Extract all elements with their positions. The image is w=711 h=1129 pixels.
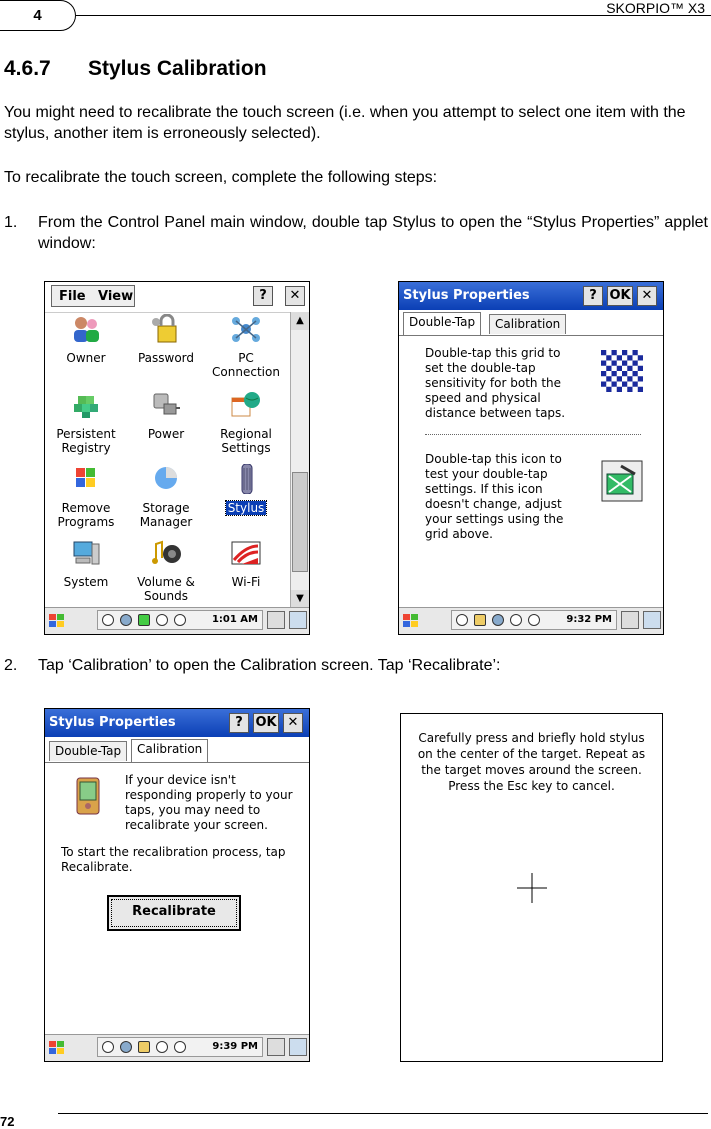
step-text: From the Control Panel main window, double tap Stylus to open the “Stylus Properties” applet window:: [38, 214, 708, 252]
calibration-info: If your device isn't responding properly to your taps, you may need to recalibrate your screen.: [125, 773, 293, 832]
windows-icon[interactable]: [289, 1038, 307, 1056]
tray-icon[interactable]: [120, 1041, 132, 1053]
test-instructions: Double-tap this icon to test your double-tap settings. If this icon doesn't change, adjust your settings using the grid above.: [425, 452, 564, 541]
page-number: 72: [0, 1114, 15, 1129]
grid-instructions: Double-tap this grid to set the double-tap sensitivity for both the speed and physical distance between taps.: [425, 346, 566, 420]
storage-icon: [150, 464, 182, 494]
tab-calibration[interactable]: Calibration: [489, 314, 566, 334]
tray-icon[interactable]: [120, 614, 132, 626]
title-bar: [45, 709, 309, 737]
cp-item-label: Remove Programs: [57, 501, 115, 529]
footer-rule: [58, 1113, 708, 1114]
tray-icon[interactable]: [174, 1041, 186, 1053]
volume-icon: [150, 538, 182, 568]
stylus-properties-calibration-screen: [44, 708, 310, 1062]
registry-icon: [70, 390, 102, 420]
cp-item-stylus[interactable]: [207, 464, 285, 515]
system-tray: [451, 610, 617, 630]
window-title: Stylus Properties: [403, 288, 530, 303]
tray-icon[interactable]: [456, 614, 468, 626]
cp-item-password[interactable]: [127, 314, 205, 365]
cp-item-label: PC Connection: [212, 351, 280, 379]
control-panel-screen: [44, 281, 310, 635]
start-icon[interactable]: [401, 611, 421, 631]
cp-item-wifi[interactable]: [207, 538, 285, 589]
keyboard-icon[interactable]: [267, 1038, 285, 1056]
tray-icon[interactable]: [174, 614, 186, 626]
ok-button[interactable]: OK: [607, 286, 633, 306]
system-icon: [70, 538, 102, 568]
tray-icon[interactable]: [528, 614, 540, 626]
taskbar: [45, 607, 309, 634]
step-number: 1.: [4, 214, 18, 231]
tray-icon[interactable]: [102, 614, 114, 626]
tray-icon[interactable]: [492, 614, 504, 626]
clock[interactable]: 9:39 PM: [212, 1041, 258, 1052]
owner-icon: [70, 314, 102, 344]
step-2: [4, 655, 708, 677]
device-icon: [75, 777, 101, 815]
clock[interactable]: 1:01 AM: [211, 614, 258, 625]
scrollbar[interactable]: [290, 312, 309, 608]
scroll-thumb[interactable]: [292, 472, 308, 572]
cp-item-storage[interactable]: [127, 464, 205, 529]
cp-item-label: Wi-Fi: [231, 575, 261, 589]
tab-double-tap[interactable]: Double-Tap: [49, 741, 127, 761]
start-icon[interactable]: [47, 1038, 67, 1058]
battery-icon[interactable]: [138, 614, 150, 626]
taskbar: [45, 1034, 309, 1061]
steps-intro: To recalibrate the touch screen, complete the following steps:: [4, 169, 438, 186]
cp-item-regional[interactable]: [207, 390, 285, 455]
tray-icon[interactable]: [156, 1041, 168, 1053]
cp-item-registry[interactable]: [47, 390, 125, 455]
section-heading: [4, 57, 267, 81]
tab-double-tap[interactable]: Double-Tap: [403, 312, 481, 335]
cp-item-label: System: [63, 575, 109, 589]
system-tray: [97, 1037, 263, 1057]
cp-item-label: Owner: [66, 351, 106, 365]
tray-icon[interactable]: [102, 1041, 114, 1053]
pc-connection-icon: [230, 314, 262, 344]
scroll-up-icon[interactable]: ▲: [291, 312, 309, 330]
ok-button[interactable]: OK: [253, 713, 279, 733]
chapter-badge: 4: [0, 0, 76, 31]
battery-icon[interactable]: [474, 614, 486, 626]
help-button[interactable]: ?: [229, 713, 249, 733]
regional-icon: [230, 390, 262, 420]
section-number: 4.6.7: [4, 57, 51, 80]
cp-item-remove-programs[interactable]: [47, 464, 125, 529]
menu-box: [51, 285, 135, 307]
power-icon: [150, 390, 182, 420]
system-tray: [97, 610, 263, 630]
windows-icon[interactable]: [289, 611, 307, 629]
checkerboard-grid-icon[interactable]: [601, 350, 643, 392]
recalibrate-hint: To start the recalibration process, tap Recalibrate.: [61, 845, 286, 874]
cp-item-pc-connection[interactable]: [207, 314, 285, 379]
calibration-target-screen[interactable]: [400, 713, 663, 1062]
calibration-instructions: Carefully press and briefly hold stylus on the center of the target. Repeat as the target moves around the screen. Press the Esc key to cancel.: [417, 731, 646, 793]
menu-view[interactable]: View: [98, 289, 134, 304]
menu-file[interactable]: File: [59, 289, 86, 304]
title-bar: [399, 282, 663, 310]
keyboard-icon[interactable]: [621, 611, 639, 629]
cp-item-label: [207, 501, 285, 515]
close-button[interactable]: ✕: [637, 286, 657, 306]
taskbar: [399, 607, 663, 634]
tab-calibration[interactable]: Calibration: [131, 739, 208, 762]
tray-icon[interactable]: [156, 614, 168, 626]
cp-item-system[interactable]: [47, 538, 125, 589]
section-title: Stylus Calibration: [88, 57, 267, 80]
battery-icon[interactable]: [138, 1041, 150, 1053]
scroll-down-icon[interactable]: ▼: [291, 590, 309, 608]
cp-item-volume[interactable]: [127, 538, 205, 603]
help-button[interactable]: ?: [253, 286, 273, 306]
cp-item-owner[interactable]: [47, 314, 125, 365]
remove-programs-icon: [70, 464, 102, 494]
password-icon: [150, 314, 182, 344]
cp-item-label: Volume & Sounds: [137, 575, 195, 603]
tab-divider: [45, 762, 309, 763]
cp-item-label: Storage Manager: [139, 501, 193, 529]
start-icon[interactable]: [47, 611, 67, 631]
cp-item-label: Power: [147, 427, 185, 441]
window-title: Stylus Properties: [49, 715, 176, 730]
keyboard-icon[interactable]: [267, 611, 285, 629]
selected-label: Stylus: [227, 501, 265, 515]
crosshair-target-icon[interactable]: [517, 873, 547, 903]
step-text: Tap ‘Calibration’ to open the Calibration screen. Tap ‘Recalibrate’:: [38, 657, 501, 674]
intro-paragraph: You might need to recalibrate the touch screen (i.e. when you attempt to select one item with the stylus, another item is erroneously selected).: [4, 104, 686, 142]
tab-divider: [399, 335, 663, 336]
help-button[interactable]: ?: [583, 286, 603, 306]
stylus-properties-doubletap-screen: [398, 281, 664, 635]
cp-item-power[interactable]: [127, 390, 205, 441]
tray-icon[interactable]: [510, 614, 522, 626]
step-1: [4, 212, 708, 256]
doc-title: SKORPIO™ X3: [606, 0, 705, 16]
test-clock-icon[interactable]: [601, 460, 643, 502]
close-button[interactable]: ✕: [283, 713, 303, 733]
stylus-icon: [230, 464, 262, 494]
cp-item-label: Password: [137, 351, 195, 365]
separator: [425, 434, 641, 435]
windows-icon[interactable]: [643, 611, 661, 629]
cp-item-label: Persistent Registry: [56, 427, 116, 455]
recalibrate-button[interactable]: Recalibrate: [107, 895, 241, 931]
clock[interactable]: 9:32 PM: [566, 614, 612, 625]
step-number: 2.: [4, 657, 18, 674]
close-button[interactable]: ✕: [285, 286, 305, 306]
cp-item-label: Regional Settings: [220, 427, 272, 455]
menu-bar: [45, 282, 309, 313]
wifi-icon: [230, 538, 262, 568]
